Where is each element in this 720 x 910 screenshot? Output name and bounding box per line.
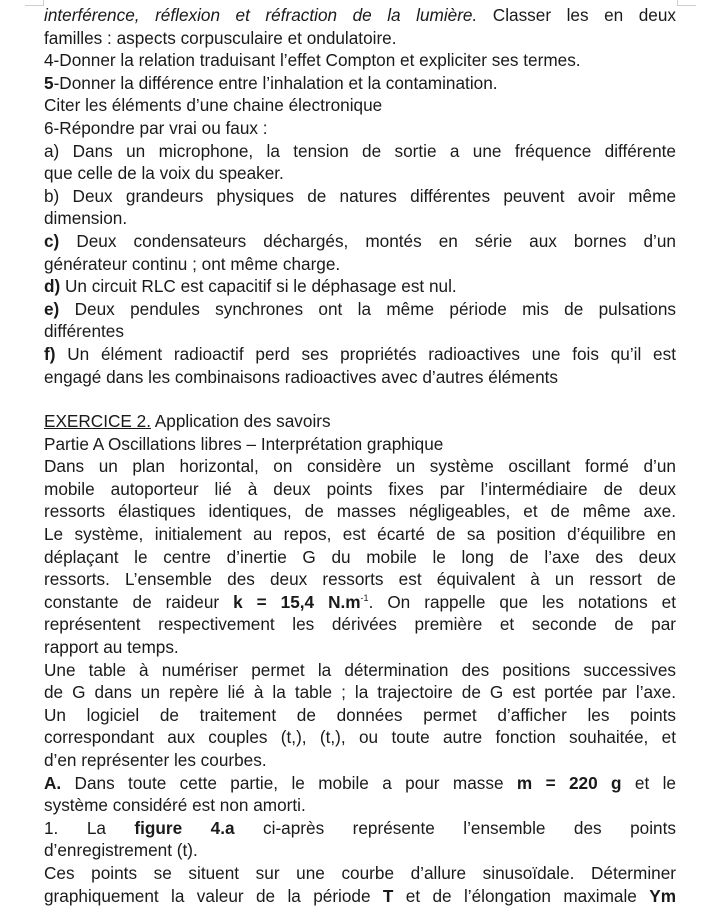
text: Classer les en deux — [477, 5, 676, 25]
text: 1. La — [44, 817, 135, 838]
text: Deux pendules synchrones ont la même période mis de pulsations — [59, 298, 676, 319]
text: et de l’élongation maximale — [393, 885, 650, 906]
item-label: c) — [44, 230, 60, 251]
part-a-intro — [44, 772, 676, 795]
exercise-2-heading — [44, 410, 676, 433]
exercise-label: EXERCICE 2. — [44, 411, 151, 432]
paragraph-line: d’enregistrement (t). — [44, 840, 198, 861]
text: ci-après représente l’ensemble des points — [234, 817, 676, 838]
text-line: familles : aspects corpusculaire et ondulatoire. — [44, 27, 397, 48]
stiffness-line — [44, 591, 676, 614]
text: Un élément radioactif perd ses propriétés radioactives une fois qu’il est — [55, 343, 676, 364]
item-c-cont: générateur continu ; ont même charge. — [44, 253, 341, 274]
question-4: 4-Donner la relation traduisant l’effet Compton et expliciter ses termes. — [44, 50, 581, 71]
text: et le — [621, 772, 676, 793]
exercise-title: Application des savoirs — [150, 411, 331, 432]
paragraph-line: Un logiciel de traitement de données permet d’afficher les points — [44, 704, 676, 725]
item-label: d) — [44, 276, 61, 297]
text: graphiquement la valeur de la période — [44, 885, 383, 906]
paragraph-line: d’en représenter les courbes. — [44, 750, 267, 770]
paragraph-line: Le système, initialement au repos, est écarté de sa position d’équilibre en — [44, 524, 676, 545]
question-5 — [44, 72, 676, 95]
question-5-extra: Citer les éléments d’une chaine électronique — [44, 95, 383, 116]
paragraph-line: mobile autoporteur lié à deux points fixes par l’intermédiaire de deux — [44, 478, 676, 499]
item-f — [44, 343, 676, 366]
item-f-cont: engagé dans les combinaisons radioactives avec d’autres éléments — [44, 366, 559, 387]
exponent: -1 — [360, 592, 369, 603]
crop-mark-top-left — [25, 0, 44, 6]
paragraph-line: correspondant aux couples (t,), (t,), ou toute autre fonction souhaitée, et — [44, 727, 676, 748]
mass-value: m = 220 g — [516, 772, 622, 793]
question-1-task — [44, 885, 676, 908]
figure-reference: figure 4.a — [134, 817, 235, 838]
question-number: 5 — [44, 72, 54, 93]
item-e-cont: différentes — [44, 321, 124, 342]
question-6-title: 6-Répondre par vrai ou faux : — [44, 117, 268, 138]
document-page — [44, 4, 676, 907]
item-a-cont: que celle de la voix du speaker. — [44, 163, 284, 184]
text: Deux condensateurs déchargés, montés en série aux bornes d’un — [59, 230, 676, 251]
paragraph-line: Dans un plan horizontal, on considère un système oscillant formé d’un — [44, 456, 676, 477]
stiffness-value: k = 15,4 N.m — [233, 591, 361, 612]
question-1 — [44, 817, 676, 840]
item-a: a) Dans un microphone, la tension de sortie a une fréquence différente — [44, 140, 676, 161]
paragraph-line: rapport au temps. — [44, 637, 179, 658]
max-elongation-symbol: Ym — [649, 885, 676, 906]
text: constante de raideur — [44, 591, 234, 612]
part-a-subheading: Partie A Oscillations libres – Interprétation graphique — [44, 433, 444, 454]
text: Un circuit RLC est capacitif si le déphasage est nul. — [60, 276, 457, 297]
item-b-cont: dimension. — [44, 208, 128, 229]
italic-phenomena: interférence, réflexion et réfraction de la lumière. — [44, 5, 478, 25]
question-3-tail — [44, 4, 676, 27]
period-symbol: T — [382, 885, 394, 906]
item-label: e) — [44, 298, 60, 319]
paragraph-line: déplaçant le centre d’inertie G du mobile le long de l’axe des deux — [44, 546, 676, 567]
text: Dans toute cette partie, le mobile a pour masse — [61, 772, 517, 793]
paragraph-line: ressorts. L’ensemble des deux ressorts est équivalent à un ressort de — [44, 569, 676, 590]
paragraph-line: Une table à numériser permet la détermination des positions successives — [44, 659, 676, 680]
paragraph-line: Ces points se situent sur une courbe d’allure sinusoïdale. Déterminer — [44, 862, 676, 883]
item-b: b) Deux grandeurs physiques de natures différentes peuvent avoir même — [44, 185, 676, 206]
crop-mark-top-right — [677, 0, 696, 6]
item-c — [44, 230, 676, 253]
paragraph-line: système considéré est non amorti. — [44, 795, 306, 816]
text: . On rappelle que les notations et — [368, 591, 677, 612]
item-d — [44, 275, 676, 298]
item-label: f) — [44, 343, 56, 364]
paragraph-line: représentent respectivement les dérivées première et seconde de par — [44, 614, 676, 635]
item-e — [44, 298, 676, 321]
text: -Donner la différence entre l’inhalation et la contamination. — [53, 72, 498, 93]
part-label: A. — [44, 772, 62, 793]
spacer — [44, 388, 676, 410]
paragraph-line: ressorts élastiques identiques, de masses négligeables, et de même axe. — [44, 501, 676, 522]
paragraph-line: de G dans un repère lié à la table ; la trajectoire de G est portée par l’axe. — [44, 682, 676, 703]
